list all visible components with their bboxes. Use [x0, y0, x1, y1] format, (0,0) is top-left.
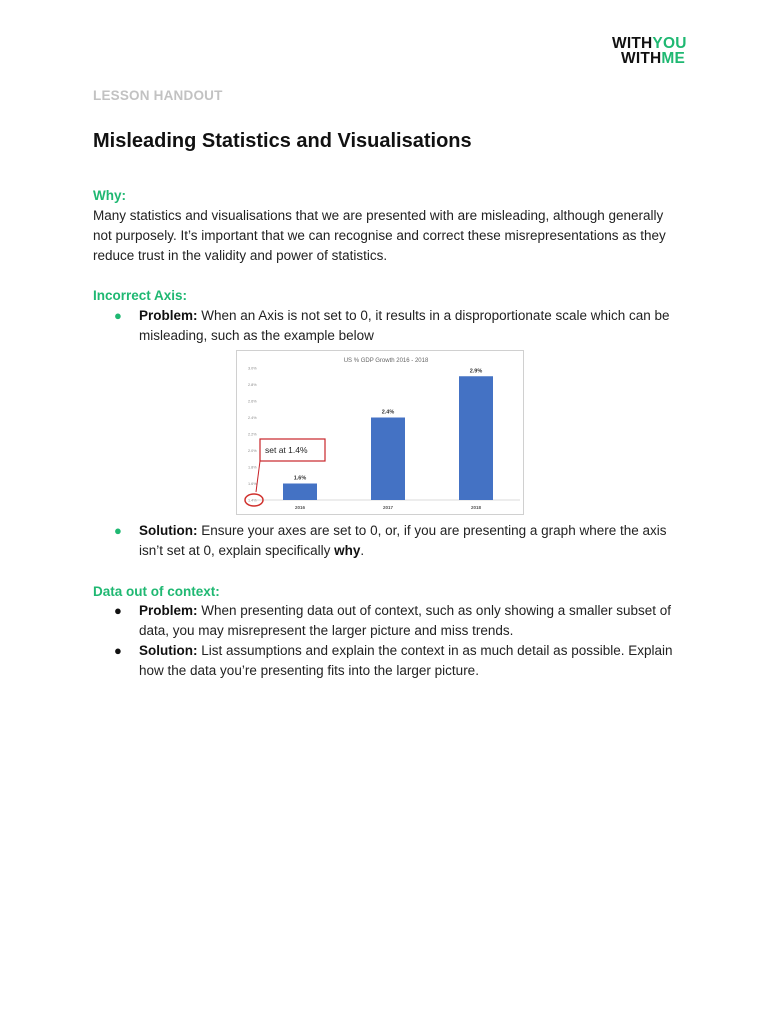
- y-tick-label: 1.8%: [248, 465, 257, 470]
- y-tick-label: 2.6%: [248, 399, 257, 404]
- logo-me: ME: [661, 50, 686, 67]
- gdp-bar-chart: [236, 350, 524, 515]
- solution-end: .: [360, 543, 365, 558]
- incorrect-axis-problem: [139, 306, 689, 346]
- x-tick-label: 2016: [294, 505, 306, 510]
- problem-text: When presenting data out of context, such as only showing a smaller subset of data, you may misrepresent the larger picture and miss trends.: [139, 603, 672, 638]
- y-tick-label: 2.2%: [248, 432, 257, 437]
- solution-text: Ensure your axes are set to 0, or, if you are presenting a graph where the axis isn’t set at 0, explain specifically: [139, 523, 667, 558]
- logo-you: YOU: [652, 35, 687, 52]
- data-context-solution: [139, 641, 689, 681]
- bar-value-label: 2.9%: [469, 368, 483, 375]
- y-tick-label: 3.0%: [248, 366, 257, 371]
- solution-emphasis: why: [334, 543, 361, 558]
- bar-value-label: 2.4%: [381, 409, 395, 416]
- bullet-dot: ●: [114, 603, 122, 618]
- logo-with-2: WITH: [621, 50, 662, 67]
- problem-label: Problem:: [139, 308, 198, 323]
- x-tick-label: 2018: [470, 505, 482, 510]
- y-tick-label: 1.4%: [248, 498, 257, 503]
- logo-with-1: WITH: [612, 35, 653, 52]
- chart-title: US % GDP Growth 2016 - 2018: [343, 358, 429, 364]
- x-tick-label: 2017: [382, 505, 394, 510]
- y-tick-label: 2.8%: [248, 383, 257, 387]
- bullet-dot: ●: [114, 643, 122, 658]
- why-heading: Why:: [93, 188, 126, 203]
- page-title: Misleading Statistics and Visualisations: [93, 130, 472, 152]
- brand-logo: [612, 36, 687, 66]
- problem-text: When an Axis is not set to 0, it results in a disproportionate scale which can be misleading, such as the example below: [139, 308, 670, 343]
- y-tick-label: 2.0%: [248, 449, 257, 453]
- incorrect-axis-solution: [139, 521, 689, 561]
- bar: [459, 376, 493, 500]
- problem-label: Problem:: [139, 603, 198, 618]
- y-tick-label: 2.4%: [248, 416, 257, 420]
- bar-value-label: 1.6%: [293, 475, 307, 482]
- bullet-dot: ●: [114, 308, 122, 323]
- solution-label: Solution:: [139, 643, 198, 658]
- bar: [283, 484, 317, 501]
- bar: [371, 418, 405, 501]
- y-tick-label: 1.6%: [248, 482, 257, 486]
- bullet-dot: ●: [114, 523, 122, 538]
- incorrect-axis-heading: Incorrect Axis:: [93, 288, 188, 303]
- lesson-kicker: LESSON HANDOUT: [93, 88, 223, 103]
- solution-label: Solution:: [139, 523, 198, 538]
- data-context-heading: Data out of context:: [93, 584, 220, 599]
- why-text: Many statistics and visualisations that we are presented with are misleading, although generally not purposely. It’s important that we can recognise and correct these misrepresentations as they reduce trust in the validity and power of statistics.: [93, 208, 666, 263]
- data-context-problem: [139, 601, 689, 641]
- annotation-text: set at 1.4%: [265, 445, 308, 455]
- solution-text: List assumptions and explain the context in as much detail as possible. Explain how the data you’re presenting fits into the larger picture.: [139, 643, 673, 678]
